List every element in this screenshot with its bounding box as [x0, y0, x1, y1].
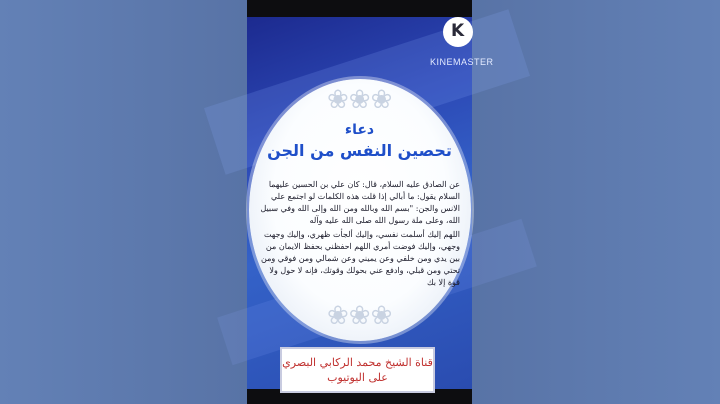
logo-letter: K — [451, 21, 465, 41]
video-content — [247, 17, 472, 389]
banner-line-2: على اليوتيوب — [327, 371, 388, 384]
prayer-text — [259, 179, 460, 291]
banner-line-1: قناة الشيخ محمد الركابي البصري — [282, 356, 433, 369]
blurred-background-left — [0, 0, 247, 404]
title-line-2: تحصين النفس من الجن — [267, 141, 452, 160]
channel-banner — [280, 347, 435, 393]
top-ornament-icon: ❀❀❀ — [327, 85, 393, 115]
kinemaster-logo-icon — [443, 17, 473, 47]
prayer-paragraph: اللهم إليك أسلمت نفسي، وإليك ألجأت ظهري، وإليك وجهت وجهي، وإليك فوضت أمري اللهم احفظني بحفظ الايمان من بين يدي ومن خلفي وعن يميني وعن شمالي ومن فوقي ومن تحتي ومن قبلي، وادفع عني بحولك وقوتك، فإنه لا حول ولا قوة إلا بك — [261, 230, 460, 287]
title-line-1: دعاء — [344, 122, 375, 138]
kinemaster-watermark: KINEMASTER — [430, 57, 494, 67]
bottom-ornament-icon: ❀❀❀ — [327, 301, 393, 331]
prayer-paragraph: عن الصادق عليه السلام، قال: كان علي بن الحسين عليهما السلام يقول: ما أبالي إذا قلت هذه الكلمات لو اجتمع علي الانس والجن: "بسم الله وبالله ومن الله وإلى الله وفي سبيل الله، وعلى ملة رسول الله صلى الله عليه وآله — [260, 180, 460, 225]
video-frame[interactable] — [247, 0, 494, 404]
